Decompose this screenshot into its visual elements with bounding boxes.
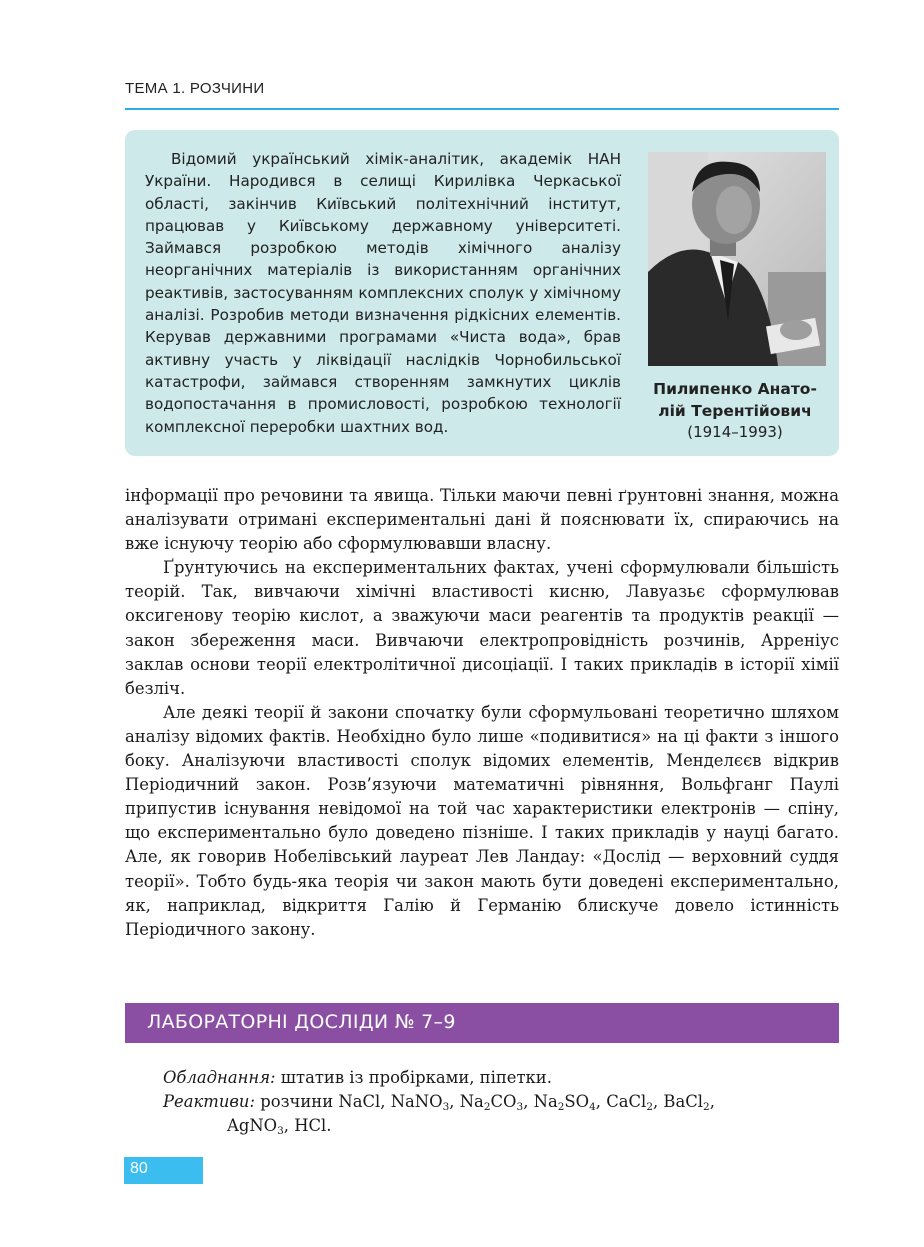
portrait-caption-years: (1914–1993) xyxy=(687,423,783,441)
reagent-formula: $Na_2SO_4$ xyxy=(533,1092,596,1113)
caption-name-line2: лій Терентійович xyxy=(658,402,812,420)
equipment-line xyxy=(163,1066,843,1090)
paragraph-2: Ґрунтуючись на експериментальних фактах, учені сформулювали більшість теорій. Так, вивчаючи хімічні властивості кисню, Лавуазьє сформулював оксигенову теорію кислот, а зважуючи маси реагентів та продуктів реакції — закон збереження маси. Вивчаючи електропровідність розчинів, Арреніус заклав основи теорії електролітичної дисоціації. І таких прикладів в історії хімії безліч. xyxy=(125,558,839,698)
biography-text: Відомий український хімік-аналітик, академік НАН України. Народився в селищі Кирилівка Черкаської області, закінчив Київський політехнічний інститут, працював у Київському державному університеті. Займався розробкою методів хімічного аналізу неорганічних матеріалів із використанням органічних реактивів, застосуванням комплексних сполук у хімічному аналізі. Розробив методи визначення рідкісних елементів. Керував державними програмами «Чиста вода», брав активну участь у ліквідації наслідків Чорнобильської катастрофи, займався створенням замкнутих циклів водопостачання в промисловості, розробкою технології комплексної переробки шахтних вод. xyxy=(145,150,621,436)
reagents-list-continued: AgNO$_3$, HCl. xyxy=(227,1116,332,1137)
reagents-line-continued xyxy=(163,1114,843,1138)
reagents-list: NaCl, NaNO$_3$, $Na_2CO_3$, $Na_2SO_4$, CaCl$_2$, BaCl$_2$, xyxy=(338,1092,715,1113)
paragraph-1: інформації про речовини та явища. Тільки маючи певні ґрунтовні знання, можна аналізувати отримані експериментальні дані й пояснювати їх, спираючись на вже існуючу теорію або сформулювавши власну. xyxy=(125,486,839,554)
paragraph-3: Але деякі теорії й закони спочатку були сформульовані теоретично шляхом аналізу відомих фактів. Необхідно було лише «подивитися» на ці факти з іншого боку. Аналізуючи властивості сполук відомих елементів, Менделєєв відкрив Періодичний закон. Розв’язуючи математичні рівняння, Вольфганг Паулі припустив існування невідомої на той час характеристики електронів — спіну, що експериментально було доведено пізніше. І таких прикладів у науці багато. Але, як говорив Нобелівський лауреат Лев Ландау: «Дослід — верховний суддя теорії». Тобто будь-яка теорія чи закон мають бути доведені експериментально, як, наприклад, відкриття Галію й Германію блискуче довело істинність Періодичного закону. xyxy=(125,702,839,939)
reagent-formula: NaNO$_3$ xyxy=(390,1092,450,1113)
equipment-text: штатив із пробірками, піпетки. xyxy=(275,1068,552,1087)
page-number-badge xyxy=(124,1157,203,1184)
reagent-formula: BaCl$_2$ xyxy=(663,1092,710,1113)
reagent-formula: CaCl$_2$ xyxy=(606,1092,653,1113)
reagents-label: Реактиви: xyxy=(163,1092,256,1111)
reagents-prefix: розчини xyxy=(255,1092,339,1111)
page-number: 80 xyxy=(130,1160,148,1177)
biography-box xyxy=(125,130,839,456)
reagent-formula: HCl xyxy=(294,1116,327,1135)
reagents-line xyxy=(163,1090,843,1114)
lab-section-banner xyxy=(125,1003,839,1043)
reagent-formula: NaCl xyxy=(338,1092,381,1111)
page-header xyxy=(125,80,839,110)
reagent-formula: AgNO$_3$ xyxy=(227,1116,284,1137)
reagent-formula: $Na_2CO_3$ xyxy=(459,1092,524,1113)
portrait-photo xyxy=(648,152,826,366)
portrait-caption-name xyxy=(635,378,835,422)
main-body-text xyxy=(125,484,839,942)
lab-section-title: ЛАБОРАТОРНІ ДОСЛІДИ № 7–9 xyxy=(147,1011,456,1033)
caption-name-line1: Пилипенко Анато- xyxy=(653,380,817,398)
header-title: ТЕМА 1. РОЗЧИНИ xyxy=(125,80,265,97)
lab-materials xyxy=(163,1066,843,1138)
equipment-label: Обладнання: xyxy=(163,1068,276,1087)
